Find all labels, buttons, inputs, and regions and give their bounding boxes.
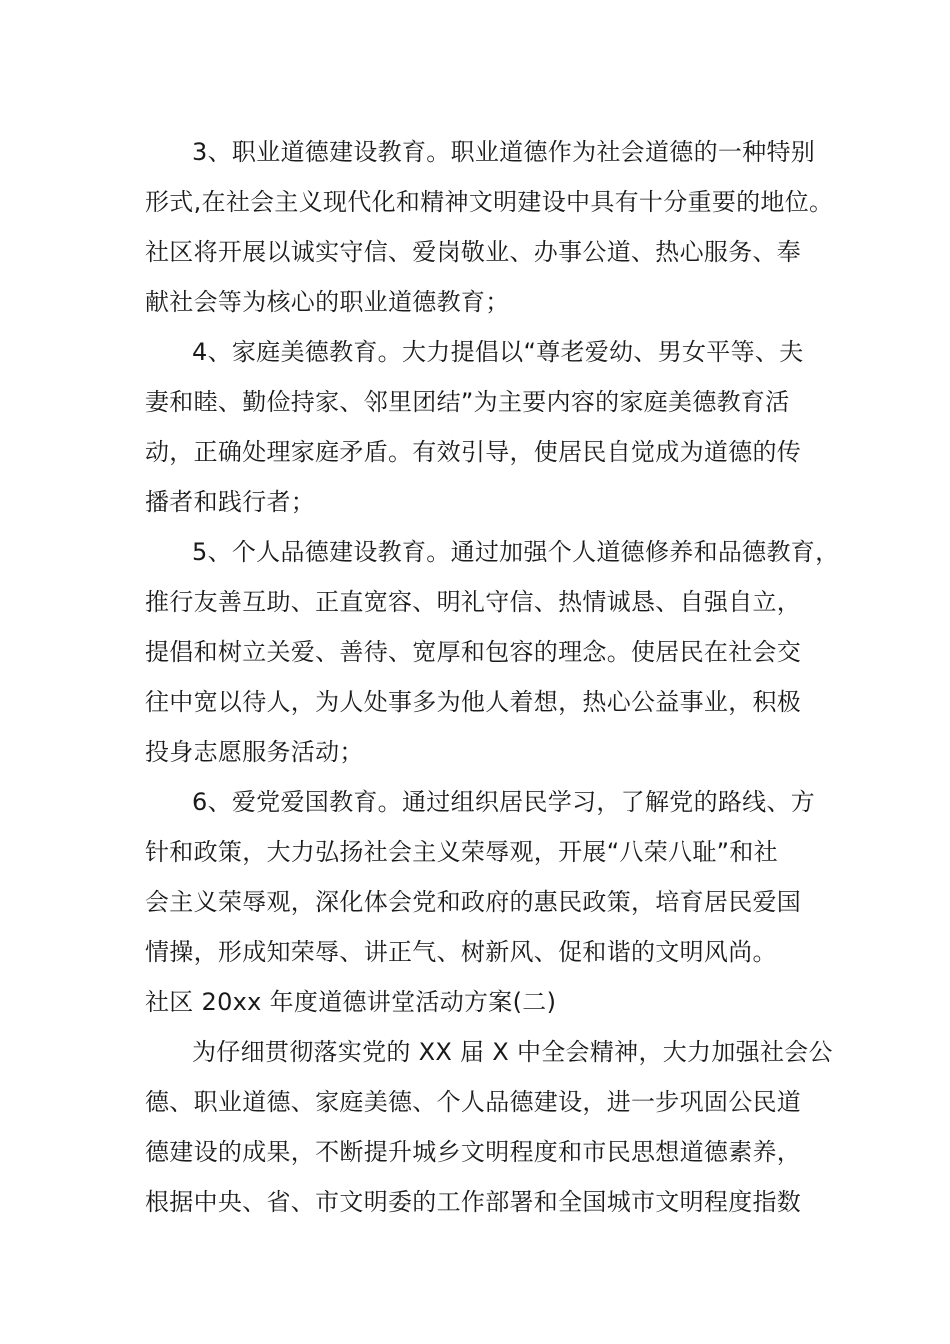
text-line: 社区将开展以诚实守信、爱岗敬业、办事公道、热心服务、奉 xyxy=(145,238,802,266)
text-line: 往中宽以待人，为人处事多为他人着想，热心公益事业，积极 xyxy=(145,688,802,716)
text-line: 情操，形成知荣辱、讲正气、树新风、促和谐的文明风尚。 xyxy=(145,938,777,966)
text-line: 妻和睦、勤俭持家、邻里团结”为主要内容的家庭美德教育活 xyxy=(145,388,790,416)
text-line: 推行友善互助、正直宽容、明礼守信、热情诚恳、自强自立， xyxy=(145,588,802,616)
text-line: 献社会等为核心的职业道德教育； xyxy=(145,288,510,316)
text-line: 3、职业道德建设教育。职业道德作为社会道德的一种特别 xyxy=(192,138,816,166)
text-line: 5、个人品德建设教育。通过加强个人道德修养和品德教育， xyxy=(192,538,840,566)
text-line: 4、家庭美德教育。大力提倡以“尊老爱幼、男女平等、夫 xyxy=(192,338,804,366)
text-line: 6、爱党爱国教育。通过组织居民学习，了解党的路线、方 xyxy=(192,788,816,816)
text-line: 播者和践行者； xyxy=(145,488,316,516)
text-line: 根据中央、省、市文明委的工作部署和全国城市文明程度指数 xyxy=(145,1188,802,1216)
text-line: 会主义荣辱观，深化体会党和政府的惠民政策，培育居民爱国 xyxy=(145,888,802,916)
text-line: 为仔细贯彻落实党的 XX 届 X 中全会精神，大力加强社会公 xyxy=(192,1038,833,1066)
text-line: 投身志愿服务活动； xyxy=(145,738,364,766)
section-heading: 社区 20xx 年度道德讲堂活动方案(二) xyxy=(145,988,557,1016)
text-line: 提倡和树立关爱、善待、宽厚和包容的理念。使居民在社会交 xyxy=(145,638,802,666)
text-line: 德、职业道德、家庭美德、个人品德建设，进一步巩固公民道 xyxy=(145,1088,802,1116)
text-line: 针和政策，大力弘扬社会主义荣辱观，开展“八荣八耻”和社 xyxy=(145,838,778,866)
text-line: 形式,在社会主义现代化和精神文明建设中具有十分重要的地位。 xyxy=(145,188,834,216)
text-line: 动，正确处理家庭矛盾。有效引导，使居民自觉成为道德的传 xyxy=(145,438,802,466)
text-line: 德建设的成果，不断提升城乡文明程度和市民思想道德素养， xyxy=(145,1138,802,1166)
